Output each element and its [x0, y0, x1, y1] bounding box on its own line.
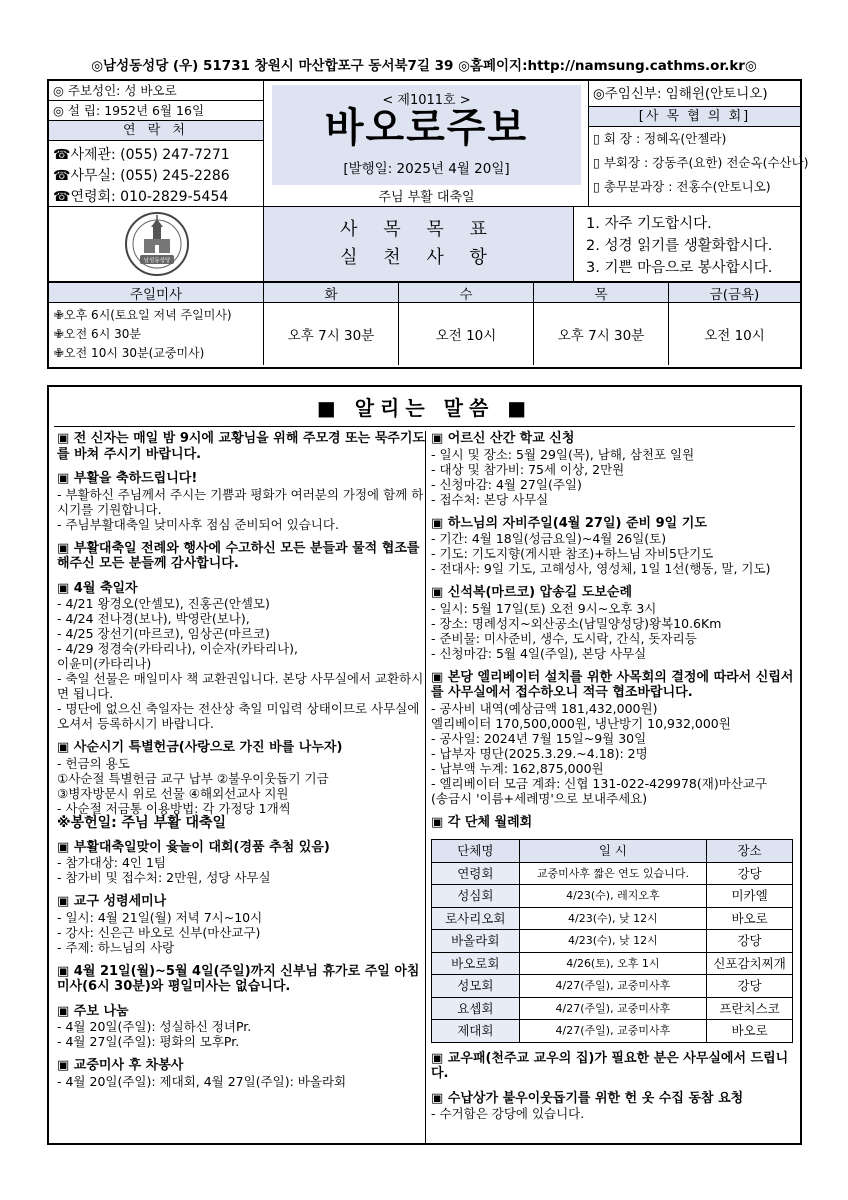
- meeting-row: 연령회 교중미사후 짧은 연도 있습니다. 강당: [432, 862, 793, 885]
- phone-rectory: ☎사제관: (055) 247-7271: [53, 147, 230, 163]
- notice-line: - 4/25 장선기(마르코), 임상곤(마르코): [57, 626, 270, 641]
- notice-heading: ▣ 사순시기 특별헌금(사랑으로 가진 바를 나누자): [57, 740, 343, 755]
- notice-item: [57, 541, 425, 572]
- notice-line: - 4월 27일(주일): 평화의 모후Pr.: [57, 1034, 240, 1049]
- meeting-row: 성심회 4/23(수), 레지오후 미카엘: [432, 885, 793, 908]
- notice-line: - 일시 및 장소: 5월 29일(목), 남해, 삼천포 일원: [431, 446, 695, 462]
- publish-date: [발행일: 2025년 4월 20일]: [343, 161, 510, 177]
- meeting-row: 바오로회 4/26(토), 오후 1시 신포감치찌개: [432, 952, 793, 975]
- goal-line-2: 실 천 사 항: [340, 247, 497, 268]
- mass-header-sunday: 주일미사: [49, 283, 264, 302]
- practice-item: 2. 성경 읽기를 생활화합시다.: [586, 238, 773, 254]
- notice-line: - 주제: 하느님의 사랑: [57, 939, 175, 955]
- notice-line: - 납부액 누계: 162,875,000원: [431, 760, 604, 776]
- bulletin-title-panel: [264, 81, 589, 206]
- notice-heading: ▣ 하느님의 자비주일(4월 27일) 준비 9일 기도: [431, 515, 707, 531]
- notice-item: [431, 431, 796, 507]
- notice-line: - 수거함은 강당에 있습니다.: [431, 1106, 585, 1121]
- notice-heading: ▣ 부활대축일 전례와 행사에 수고하신 모든 분들과 물적 협조를 해주신 모든 분들께 감사합니다.: [57, 540, 420, 571]
- notice-line: - 공사비 내역(예상금액 181,432,000원): [431, 700, 658, 716]
- council-vice: ▯ 부회장 : 강동주(요한) 전순옥(수산나): [593, 155, 809, 170]
- feast-name: 주님 부활 대축일: [378, 190, 475, 205]
- parish-logo: [49, 206, 264, 281]
- notice-heading: ▣ 부활대축일맞이 윷놀이 대회(경품 추첨 있음): [57, 839, 330, 855]
- notice-heading: ▣ 교중미사 후 차봉사: [57, 1058, 184, 1073]
- notice-line: - 신청마감: 4월 27일(주일): [431, 476, 582, 492]
- notice-line: - 명단에 없으신 축일자는 전산상 축일 미입력 상태이므로 사무실에 오셔서 등록하시기 바랍니다.: [57, 701, 420, 731]
- mass-schedule-body: [49, 303, 800, 365]
- notice-line: - 축일 선물은 매일미사 책 교환권입니다. 본당 사무실에서 교환하시면 됩니다.: [57, 671, 424, 701]
- tue-mass-time: 오후 7시 30분: [264, 303, 399, 365]
- notice-line: ①사순절 특별헌금 교구 납부 ②불우이웃돕기 기금: [57, 770, 329, 786]
- notice-line: - 전대사: 9일 기도, 고해성사, 영성체, 1일 1선(행동, 말, 기도): [431, 561, 771, 576]
- notice-heading: ▣ 교구 성령세미나: [57, 894, 167, 909]
- mass-header-wed: 수: [399, 283, 534, 302]
- notice-line: - 헌금의 용도: [57, 755, 130, 771]
- notice-item: [57, 894, 425, 955]
- svg-text:남성동성당: 남성동성당: [143, 258, 170, 264]
- notice-heading: ▣ 전 신자는 매일 밤 9시에 교황님을 위해 주모경 또는 묵주기도를 바쳐 주시기 바랍니다.: [57, 431, 425, 462]
- notice-line: - 사순절 저금통 이용방법: 각 가정당 1개씩: [57, 800, 291, 816]
- notice-heading: ▣ 부활을 축하드립니다!: [57, 471, 198, 486]
- notice-item: [431, 516, 796, 577]
- notice-heading: ▣ 교우패(천주교 교우의 집)가 필요한 분은 사무실에서 드립니다.: [431, 1050, 789, 1081]
- notice-heading: ▣ 신석복(마르코) 압송길 도보순례: [431, 585, 632, 600]
- council-secretary: ▯ 총무분과장 : 전홍수(안토니오): [593, 179, 771, 194]
- notice-item: [57, 1058, 425, 1089]
- notice-item: [57, 431, 425, 462]
- meeting-row: 제대회 4/27(주일), 교중미사후 바오로: [432, 1020, 793, 1043]
- thu-mass-time: 오후 7시 30분: [534, 303, 669, 365]
- notice-line: ③병자방문시 위로 선물 ④해외선교사 지원: [57, 785, 289, 801]
- notice-line: 이윤미(카타리나): [57, 656, 152, 671]
- notice-line: - 접수처: 본당 사무실: [431, 491, 549, 507]
- pastoral-goal: [264, 206, 574, 281]
- notice-line: - 신청마감: 5월 4일(주일), 본당 사무실: [431, 645, 647, 661]
- notice-item: [431, 585, 796, 661]
- founded-date: ◎ 설 립: 1952년 6월 16일: [49, 101, 263, 121]
- fri-mass-time: 오전 10시: [704, 328, 765, 344]
- notice-line: - 납부자 명단(2025.3.29.~4.18): 2명: [431, 745, 648, 761]
- notice-line: - 주님부활대축일 낮미사후 점심 준비되어 있습니다.: [57, 516, 339, 532]
- notice-line: - 대상 및 참가비: 75세 이상, 2만원: [431, 461, 625, 477]
- notice-line: - 참가비 및 접수처: 2만원, 성당 사무실: [57, 870, 271, 885]
- notice-line: (송금시 '이름+세례명'으로 보내주세요): [431, 790, 648, 806]
- patron-saint: ◎ 주보성인: 성 바오로: [49, 81, 263, 101]
- notice-line: - 기간: 4월 18일(성금요일)~4월 26일(토): [431, 531, 667, 546]
- square-icon: ▯: [593, 179, 604, 194]
- contact-title: 연 락 처: [49, 121, 263, 141]
- notices-section: [47, 385, 802, 1145]
- bulletin-name: 바오로주보: [324, 105, 529, 151]
- meetings-table: [431, 839, 793, 1043]
- square-icon: ▯: [593, 155, 604, 170]
- notice-item: [431, 670, 796, 806]
- meeting-row: 요셉회 4/27(주일), 교중미사후 프란치스코: [432, 997, 793, 1020]
- notice-line: ※봉헌일: 주님 부활 대축일: [57, 814, 227, 831]
- sunday-mass-times: ✙오후 6시(토요일 저녁 주일미사) ✙오전 6시 30분 ✙오전 10시 30분(교중미사): [49, 303, 264, 365]
- bulletin-header: [47, 79, 809, 283]
- notices-right-column: [431, 431, 796, 1130]
- pastor-name: ◎주임신부: 임해윈(안토니오): [589, 81, 800, 107]
- mass-header-thu: 목: [534, 283, 669, 302]
- notice-line: 엘리베이터 170,500,000원, 냉난방기 10,932,000원: [431, 715, 731, 731]
- meeting-row: 성모회 4/27(주일), 교중미사후 강당: [432, 975, 793, 998]
- notice-heading: ▣ 어르신 산간 학교 신청: [431, 431, 575, 446]
- notice-heading: ▣ 수납상가 불우이웃돕기를 위한 헌 옷 수집 동참 요청: [431, 1090, 744, 1106]
- notice-line: - 일시: 5월 17일(토) 오전 9시~오후 3시: [431, 600, 657, 616]
- notice-item: [57, 1004, 425, 1050]
- notice-item: [57, 740, 425, 831]
- issue-number: < 제1011호 >: [382, 93, 471, 108]
- practice-list: [574, 206, 800, 281]
- notice-line: - 엘리베이터 모금 계좌: 신협 131-022-429978(재)마산교구: [431, 775, 767, 791]
- notice-line: - 4월 20일(주일): 제대회, 4월 27일(주일): 바올라회: [57, 1073, 347, 1089]
- notice-line: - 준비물: 미사준비, 생수, 도시락, 간식, 돗자리등: [431, 630, 697, 646]
- notice-line: - 참가대상: 4인 1팀: [57, 855, 166, 870]
- notice-line: - 일시: 4월 21일(월) 저녁 7시~10시: [57, 909, 263, 925]
- notice-line: - 부활하신 주님께서 주시는 기쁨과 평화가 여러분의 가정에 함께 하시기를 기원합니다.: [57, 486, 424, 517]
- mass-header-tue: 화: [264, 283, 399, 302]
- phone-office: ☎사무실: (055) 245-2286: [53, 168, 230, 184]
- meeting-row: 바올라회 4/23(수), 낮 12시 강당: [432, 930, 793, 953]
- notice-line: - 4/29 정경숙(카타리나), 이순자(카타리나),: [57, 641, 299, 656]
- notice-item: [57, 840, 425, 886]
- notice-line: - 강사: 신은근 바오로 신부(마산교구): [57, 924, 261, 940]
- square-icon: ▯: [593, 131, 604, 146]
- practice-item: 1. 자주 기도합시다.: [586, 216, 712, 232]
- notice-line: - 4/21 왕경오(안셀모), 진홍곤(안셀모): [57, 596, 270, 611]
- council-title: [사 목 협 의 회]: [589, 107, 800, 127]
- notice-item: [431, 1091, 796, 1122]
- notices-left-column: [57, 431, 425, 1098]
- notice-line: - 장소: 명례성지~외산공소(남밀양성당)왕복10.6Km: [431, 615, 722, 631]
- notice-item: [57, 581, 425, 732]
- notice-heading: ▣ 본당 엘리베이터 설치를 위한 사목회의 결정에 따라서 신립서를 사무실에서 접수하오니 적극 협조바랍니다.: [431, 669, 794, 700]
- pastoral-council-panel: [589, 81, 809, 206]
- notice-line: - 4월 20일(주일): 성실하신 정녀Pr.: [57, 1019, 252, 1034]
- goal-line-1: 사 목 목 표: [340, 219, 497, 240]
- phone-funeral: ☎연령회: 010-2829-5454: [53, 189, 229, 205]
- meetings-header-row: 단체명 일 시 장소: [432, 840, 793, 863]
- wed-mass-time: 오전 10시: [399, 303, 534, 365]
- notice-heading: ▣ 4월 21일(월)~5월 4일(주일)까지 신부님 휴가로 주일 아침미사(6시 30분)와 평일미사는 없습니다.: [57, 963, 420, 994]
- church-seal-icon: [124, 211, 190, 277]
- mass-schedule: [47, 283, 802, 369]
- notice-heading: ▣ 각 단체 월례회: [431, 814, 533, 830]
- notice-line: - 기도: 기도지향(게시판 참조)+하느님 자비5단기도: [431, 546, 714, 561]
- meeting-row: 로사리오회 4/23(수), 낮 12시 바오로: [432, 907, 793, 930]
- notice-item: [57, 471, 425, 532]
- notice-item: [431, 1051, 796, 1082]
- notice-line: - 4/24 전나경(보나), 박영란(보나),: [57, 611, 250, 626]
- council-president: ▯ 회 장 : 정혜옥(안젤라): [593, 131, 727, 146]
- parish-address-line: ◎남성동성당 (우) 51731 창원시 마산합포구 동서북7길 39 ◎홈페이지:http://namsung.cathms.or.kr◎: [91, 58, 757, 74]
- mass-schedule-header: [49, 283, 800, 303]
- notice-heading: ▣ 4월 축일자: [57, 580, 138, 596]
- notice-item: [57, 964, 425, 995]
- mass-header-fri: 금(금욕): [709, 286, 760, 303]
- notice-heading: ▣ 주보 나눔: [57, 1003, 129, 1019]
- notice-line: - 공사일: 2024년 7월 15일~9월 30일: [431, 730, 647, 746]
- notices-title: ■ 알리는 말씀 ■: [54, 387, 795, 427]
- notice-item: [431, 815, 796, 831]
- practice-item: 3. 기쁜 마음으로 봉사합시다.: [586, 260, 773, 276]
